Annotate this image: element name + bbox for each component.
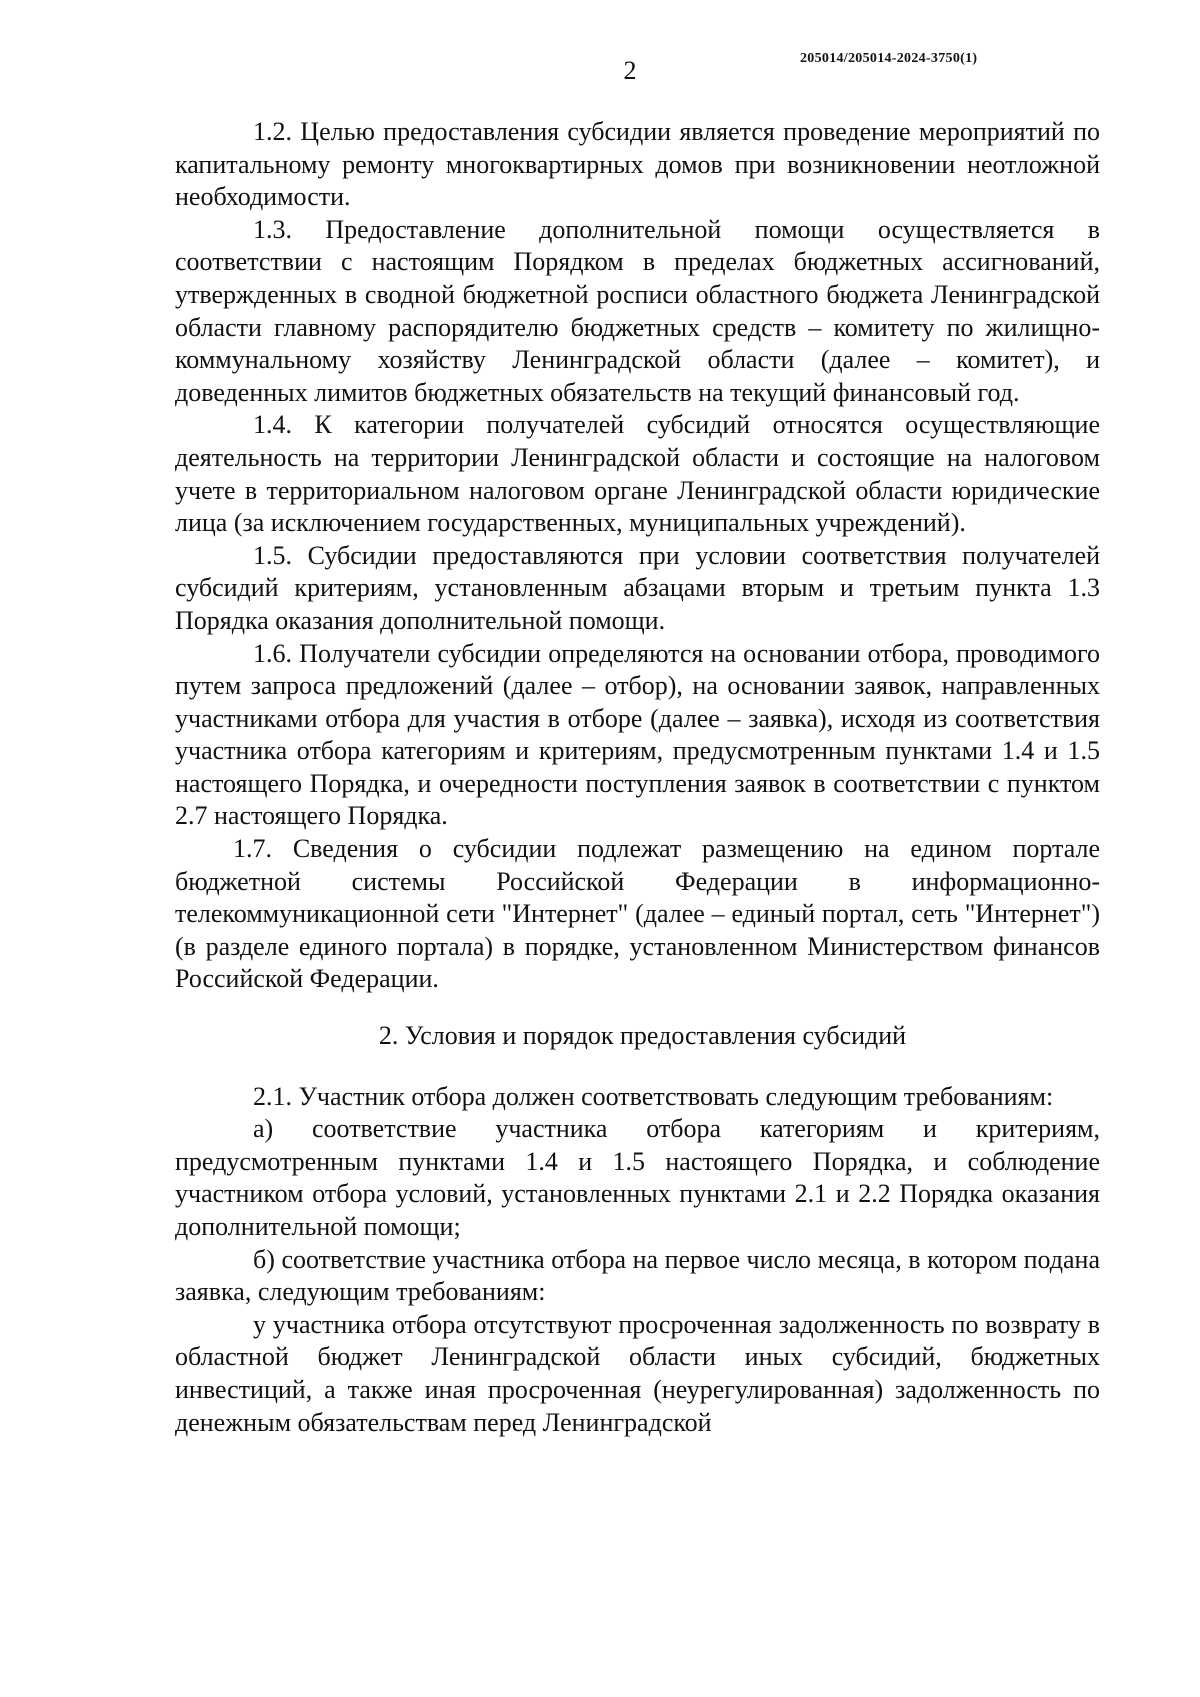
paragraph-2-1-b: б) соответствие участника отбора на первое число месяца, в котором подана заявка, следующим требованиям: <box>175 1244 1100 1307</box>
paragraph-1-4: 1.4. К категории получателей субсидий относятся осуществляющие деятельность на территории Ленинградской области и состоящие на налоговом учете в территориальном налоговом органе Ленинградской области юридические лица (за исключением государственных, муниципальных учреждений). <box>175 410 1100 538</box>
section-heading: 2. Условия и порядок предоставления субсидий <box>378 1021 907 1051</box>
paragraph-2-1: 2.1. Участник отбора должен соответствовать следующим требованиям: <box>253 1081 1054 1111</box>
document-body <box>175 116 1100 1439</box>
paragraph-2-1-b-detail: у участника отбора отсутствуют просроченная задолженность по возврату в областной бюджет Ленинградской области иных субсидий, бюджетных инвестиций, а также иная просроченная (неурегулированная) задолженность по денежным обязательствам перед Ленинградской <box>175 1309 1100 1437</box>
paragraph-1-2: 1.2. Целью предоставления субсидии является проведение мероприятий по капитальному ремонту многоквартирных домов при возникновении неотложной необходимости. <box>175 117 1100 212</box>
paragraph-2-1-a: а) соответствие участника отбора категориям и критериям, предусмотренным пунктами 1.4 и 1.5 настоящего Порядка, и соблюдение участником отбора условий, установленных пунктами 2.1 и 2.2 Порядка оказания дополнительной помощи; <box>175 1114 1100 1241</box>
document-id: 205014/205014-2024-3750(1) <box>800 51 978 66</box>
paragraph-1-3: 1.3. Предоставление дополнительной помощи осуществляется в соответствии с настоящим Порядком в пределах бюджетных ассигнований, утвержденных в сводной бюджетной росписи областного бюджета Ленинградской области главному распорядителю бюджетных средств – комитету по жилищно-коммунальному хозяйству Ленинградской области (далее – комитет), и доведенных лимитов бюджетных обязательств на текущий финансовый год. <box>175 214 1100 407</box>
paragraph-1-7: 1.7. Сведения о субсидии подлежат размещению на едином портале бюджетной системы Российской Федерации в информационно-телекоммуникационной сети "Интернет" (далее – единый портал, сеть "Интернет") (в разделе единого портала) в порядке, установленном Министерством финансов Российской Федерации. <box>175 834 1100 994</box>
page-number: 2 <box>623 56 637 85</box>
paragraph-1-6: 1.6. Получатели субсидии определяются на основании отбора, проводимого путем запроса предложений (далее – отбор), на основании заявок, направленных участниками отбора для участия в отборе (далее – заявка), исходя из соответствия участника отбора категориям и критериям, предусмотренным пунктами 1.4 и 1.5 настоящего Порядка, и очередности поступления заявок в соответствии с пунктом 2.7 настоящего Порядка. <box>175 638 1100 831</box>
paragraph-1-5: 1.5. Субсидии предоставляются при условии соответствия получателей субсидий критериям, установленным абзацами вторым и третьим пункта 1.3 Порядка оказания дополнительной помощи. <box>175 540 1100 635</box>
